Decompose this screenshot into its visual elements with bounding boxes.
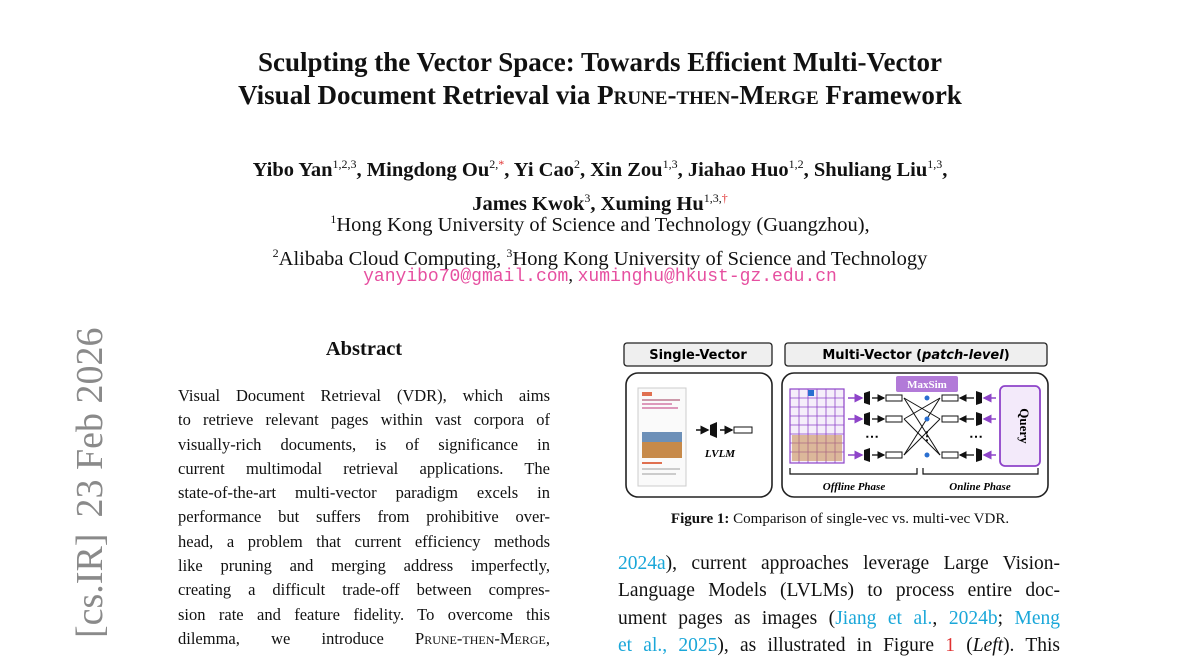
body-line-2: Language Models (LVLMs) to process entire doc- [618,580,1060,602]
abstract-line: sion rate and feature fidelity. To overcome this [178,604,550,624]
citation-link[interactable]: et al., 2025 [618,635,718,657]
abstract-line: current multimodal retrieval applications. The [178,458,550,478]
query-label: Query [1017,408,1032,444]
body-line-4: et al., 2025), as illustrated in Figure 1 (Left). This [618,635,1060,657]
author-affil: 2, [489,157,499,171]
figure-caption [620,511,1060,528]
author-affil: 1,3 [662,157,678,171]
citation-link[interactable]: Jiang et al. [835,607,933,629]
paper-title [100,46,1100,112]
arxiv-stamp [28,327,111,648]
method-name: Prune-then-Merge [597,80,819,110]
abstract-body [178,384,550,651]
email-link-2[interactable]: xuminghu@hkust-gz.edu.cn [577,267,837,287]
title-line-1: Sculpting the Vector Space: Towards Efficient Multi-Vector [258,47,942,77]
caption-label: Figure 1: [670,511,730,527]
arxiv-category: [cs.IR] [69,533,111,638]
abstract-heading: Abstract [325,338,403,360]
email-line: yanyibo70@gmail.com, xuminghu@hkust-gz.edu.cn [363,266,837,287]
method-name: Prune-then-Merge [415,628,546,648]
citation-link[interactable]: 2024b [948,607,998,629]
author-affil: 1,2,3 [332,157,357,171]
abstract-line: state-of-the-art multi-vector paradigm excels in [178,483,550,503]
abstract-line: to retrieve relevant pages within vast corpora of [178,410,550,430]
lvlm-label: LVLM [704,448,736,460]
svg-text:⋮: ⋮ [921,429,933,443]
corresponding-mark: * [498,157,505,171]
svg-text:⋯: ⋯ [865,430,879,445]
single-vector-label: Single-Vector [649,348,747,363]
author-name: Shuliang Liu [813,158,928,181]
author-affil: 1,3 [927,157,943,171]
author-line-2: James Kwok$^3$, Xuming $Hu^{1,3,\dagger}$ [472,190,728,215]
author-name: Yi Cao [513,158,574,181]
author-name: Jiahao Huo [687,158,789,181]
author-name: James Kwok [472,192,585,215]
author-line-1: Yibo Yan$^{1,2,3}$, Mingdong $Ou^{2,*}$, Yi Cao$^2$, Xin Zou$^{1,3}$, Jiahao Huo$^{1,2}$, Shuliang Liu$^{1,3}$, [252,157,948,181]
author-affil: 1,3, [703,190,722,205]
multi-vector-label: Multi-Vector (patch-level) [822,348,1010,363]
body-text [618,550,1060,660]
affiliation-line-2: $^2$Alibaba Cloud Computing, $^3$Hong Kong University of Science and Technology [272,245,928,270]
figure-1 [620,340,1052,504]
author-name: Xin Zou [590,158,663,181]
author-affil: 1,2 [788,157,804,171]
author-name: Xuming Hu [600,192,704,215]
arxiv-date: 23 Feb 2026 [69,327,111,518]
author-name: Mingdong Ou [366,158,490,181]
abstract-line: dilemma, we introduce Prune-then-Merge, [178,628,550,648]
title-line-2: Visual Document Retrieval via Prune-then-Merge Framework [238,80,962,110]
caption-text: Comparison of single-vec vs. multi-vec VDR. [729,511,1010,527]
maxsim-label: MaxSim [907,379,947,391]
online-phase-label: Online Phase [949,481,1011,493]
body-line-3: ument pages as images (Jiang et al., 2024b; Meng [618,607,1060,629]
equal-mark: † [721,190,728,205]
svg-text:⋯: ⋯ [969,430,983,445]
abstract-line: performance but suffers from prohibitive over- [178,507,550,527]
citation-link[interactable]: Meng [1014,607,1060,629]
figure-reference-link[interactable]: 1 [945,635,955,657]
abstract-line: head, a problem that current efficiency methods [178,531,550,551]
abstract-line: like pruning and merging address imperfectly, [178,556,550,576]
abstract-line: visually-rich documents, is of significance in [178,434,550,454]
author-affil: 3 [584,190,591,205]
email-link-1[interactable]: yanyibo70@gmail.com [363,267,569,287]
abstract-line: creating a difficult trade-off between compres- [178,580,550,600]
affiliation-line-1: $^1$Hong Kong University of Science and Technology (Guangzhou), [330,212,870,236]
body-line-1: 2024a), current approaches leverage Large Vision- [618,553,1060,574]
author-name: Yibo Yan [252,158,333,181]
citation-link[interactable]: 2024a [618,553,666,574]
author-affil: 2 [573,157,580,171]
offline-phase-label: Offline Phase [822,481,886,493]
abstract-line: Visual Document Retrieval (VDR), which aims [178,386,550,405]
